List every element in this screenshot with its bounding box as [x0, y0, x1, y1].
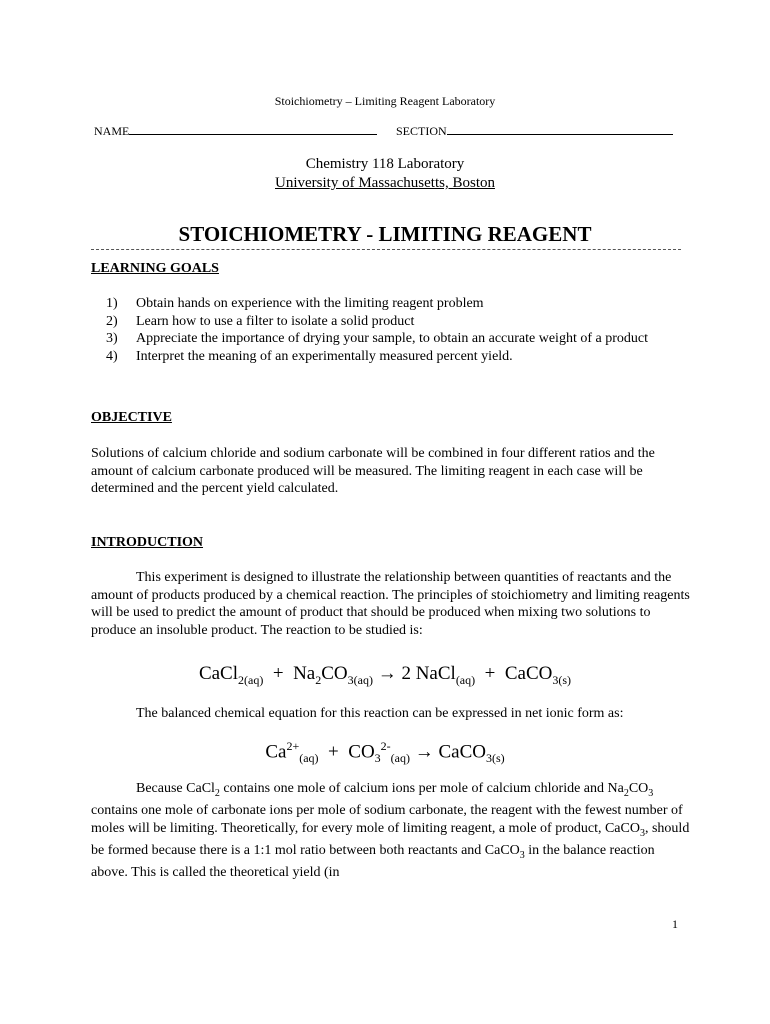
introduction-para-2: The balanced chemical equation for this reaction can be expressed in net ionic form as: [136, 706, 624, 721]
section-label: SECTION [396, 124, 447, 138]
list-item: 1) Obtain hands on experience with the limiting reagent problem [106, 296, 484, 311]
introduction-para-3: Because CaCl$_2$ contains one mole of calcium ions per mole of calcium chloride and $Na_2CO_3$ contains one mole of carbonate ions per mole of sodium carbonate, the reagent with the fewest number of moles will be limiting. Theoretically, for every mole of limiting reagent, a mole of product, CaCO$_3$, should be formed because there is a 1:1 mol ratio between both reactants and CaCO$_3$ in the balance reaction above. This is called the theoretical yield (in [91, 781, 690, 881]
learning-goals-heading: LEARNING GOALS [91, 261, 219, 276]
page-number: 1 [672, 917, 678, 931]
dashed-divider [91, 249, 681, 250]
list-item: 3) Appreciate the importance of drying your sample, to obtain an accurate weight of a product [106, 331, 648, 346]
name-blank[interactable] [129, 123, 377, 135]
section-field[interactable] [396, 123, 673, 139]
learning-goals-list [91, 295, 681, 365]
running-header: Stoichiometry – Limiting Reagent Laboratory [274, 94, 496, 108]
objective-text: Solutions of calcium chloride and sodium carbonate will be combined in four different ratios and the amount of calcium carbonate produced will be measured. The limiting reagent in each case will be determined and the percent yield calculated. [91, 446, 655, 496]
institution: University of Massachusetts, Boston [275, 175, 495, 191]
list-item: 4) Interpret the meaning of an experimentally measured percent yield. [106, 348, 513, 364]
name-label: NAME [94, 124, 130, 138]
reaction-arrow-icon: → [414, 741, 434, 763]
introduction-heading: INTRODUCTION [91, 535, 204, 550]
reaction-arrow-icon: → [377, 663, 397, 684]
section-blank[interactable] [447, 123, 673, 135]
introduction-para-1: This experiment is designed to illustrate the relationship between quantities of reactants and the amount of products produced by a chemical reaction. The principles of stoichiometry and limiting reagents will be used to predict the amount of product that should be produced when mixing two solutions to produce an insoluble product. The reaction to be studied is: [91, 570, 690, 638]
name-field[interactable] [94, 123, 377, 139]
objective-heading: OBJECTIVE [91, 410, 172, 425]
chemical-equation-molecular: CaCl$_{2(aq)}$ + $Na_2CO_{3(aq)} \to 2$ NaCl$_{(aq)}$ + CaCO$_{3(s)}$ [198, 663, 572, 687]
list-item: 2) Learn how to use a filter to isolate a solid product [106, 313, 415, 329]
course-title: Chemistry 118 Laboratory [305, 156, 465, 172]
page-title: STOICHIOMETRY - LIMITING REAGENT [178, 222, 592, 246]
chemical-equation-net-ionic: $Ca^{2+}_{(aq)} + CO_3^{2-}_{(aq)}$ → CaCO$_{3(s)}$ [265, 739, 505, 766]
